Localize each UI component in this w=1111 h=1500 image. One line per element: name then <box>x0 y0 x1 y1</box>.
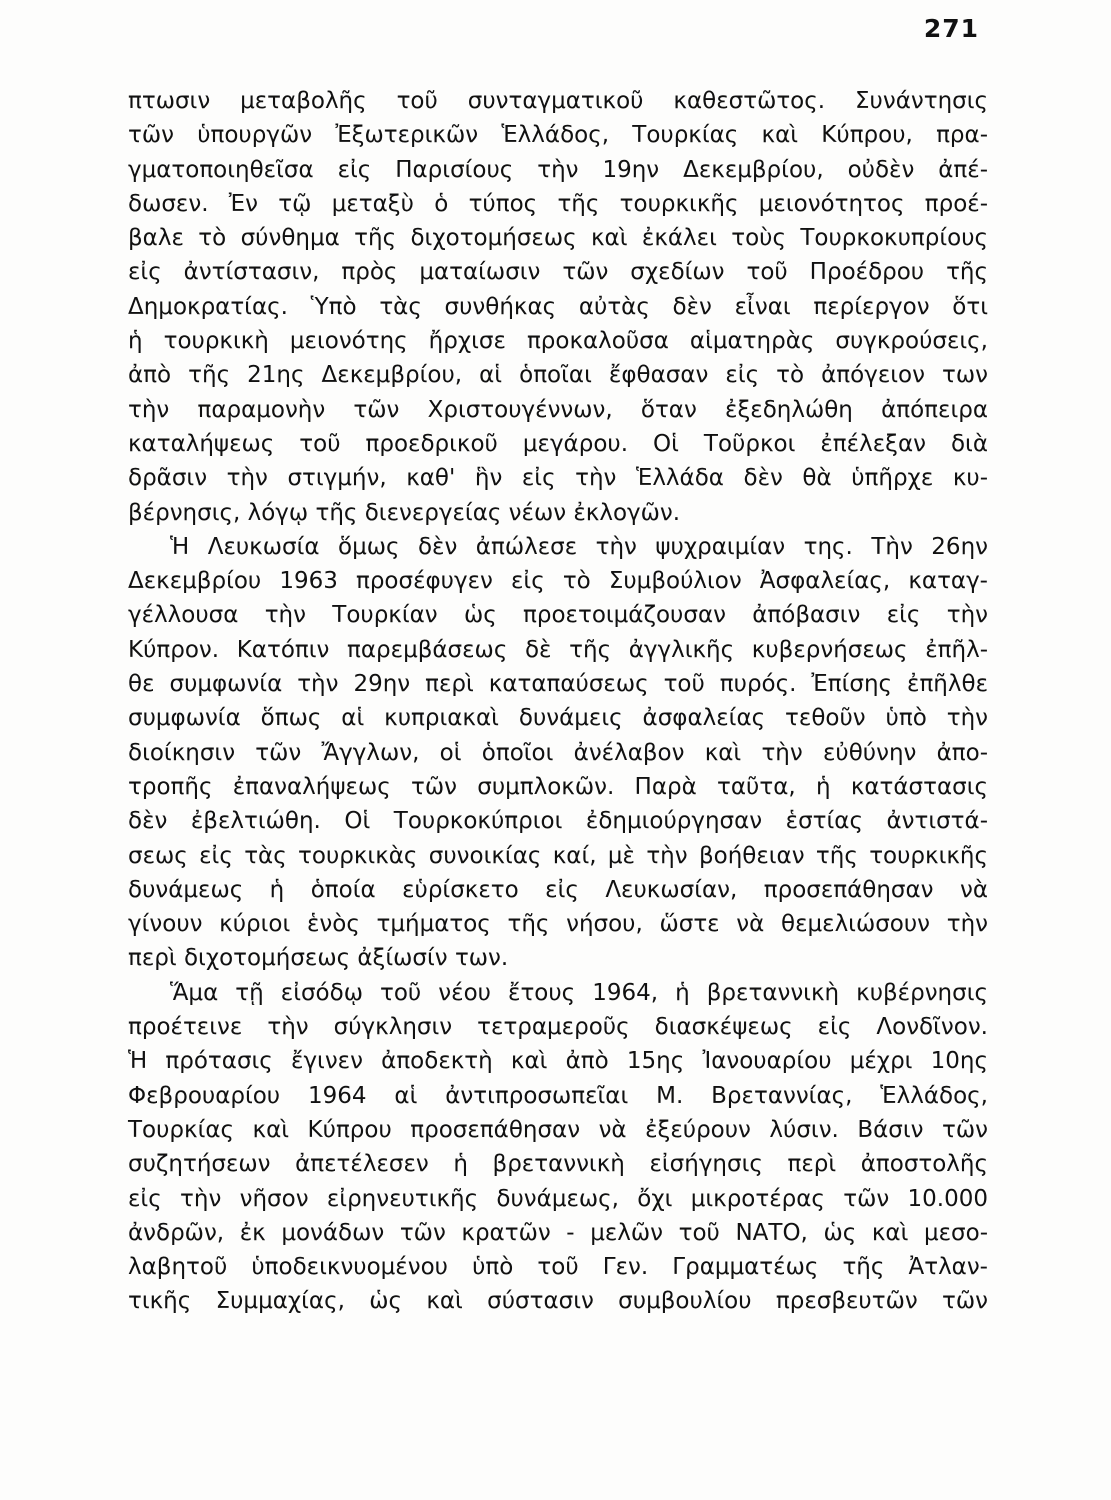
text-line: βαλε τὸ σύνθημα τῆς διχοτομήσεως καὶ ἐκάλει τοὺς Τουρκοκυπρίους <box>128 225 988 252</box>
text-line: Ἡ Λευκωσία ὅμως δὲν ἀπώλεσε τὴν ψυχραιμίαν της. Τὴν 26ην <box>170 533 988 560</box>
page-number: 271 <box>923 14 979 43</box>
body-text <box>128 84 988 1319</box>
text-line: Κύπρον. Κατόπιν παρεμβάσεως δὲ τῆς ἀγγλικῆς κυβερνήσεως ἐπῆλ- <box>128 636 988 663</box>
text-line: βέρνησις, λόγῳ τῆς διενεργείας νέων ἐκλογῶν. <box>128 499 681 526</box>
text-line: Δημοκρατίας. Ὑπὸ τὰς συνθήκας αὐτὰς δὲν εἶναι περίεργον ὅτι <box>128 293 988 320</box>
text-line: Τουρκίας καὶ Κύπρου προσεπάθησαν νὰ ἐξεύρουν λύσιν. Βάσιν τῶν <box>128 1116 988 1143</box>
text-line: δὲν ἐβελτιώθη. Οἱ Τουρκοκύπριοι ἐδημιούργησαν ἑστίας ἀντιστά- <box>128 808 988 835</box>
text-line: δωσεν. Ἐν τῷ μεταξὺ ὁ τύπος τῆς τουρκικῆς μειονότητος προέ- <box>128 190 988 217</box>
text-line: σεως εἰς τὰς τουρκικὰς συνοικίας καί, μὲ τὴν βοήθειαν τῆς τουρκικῆς <box>128 842 988 869</box>
text-line: δυνάμεως ἡ ὁποία εὑρίσκετο εἰς Λευκωσίαν, προσεπάθησαν νὰ <box>128 876 988 903</box>
text-line: τικῆς Συμμαχίας, ὡς καὶ σύστασιν συμβουλίου πρεσβευτῶν τῶν <box>128 1288 988 1315</box>
text-line: Φεβρουαρίου 1964 αἱ ἀντιπροσωπεῖαι Μ. Βρεταννίας, Ἑλλάδος, <box>128 1082 988 1109</box>
text-line: διοίκησιν τῶν Ἄγγλων, οἱ ὁποῖοι ἀνέλαβον καὶ τὴν εὐθύνην ἀπο- <box>128 739 988 766</box>
text-line: εἰς ἀντίστασιν, πρὸς ματαίωσιν τῶν σχεδίων τοῦ Προέδρου τῆς <box>128 259 988 286</box>
text-line: ἀνδρῶν, ἐκ μονάδων τῶν κρατῶν - μελῶν τοῦ ΝΑΤΟ, ὡς καὶ μεσο- <box>128 1219 988 1246</box>
text-line: τὴν παραμονὴν τῶν Χριστουγέννων, ὅταν ἐξεδηλώθη ἀπόπειρα <box>128 396 988 423</box>
text-line: γίνουν κύριοι ἑνὸς τμήματος τῆς νήσου, ὥστε νὰ θεμελιώσουν τὴν <box>128 911 988 938</box>
text-line: Ἅμα τῇ εἰσόδῳ τοῦ νέου ἔτους 1964, ἡ βρεταννικὴ κυβέρνησις <box>170 979 988 1006</box>
text-line: λαβητοῦ ὑποδεικνυομένου ὑπὸ τοῦ Γεν. Γραμματέως τῆς Ἀτλαν- <box>128 1254 988 1281</box>
text-line: συζητήσεων ἀπετέλεσεν ἡ βρεταννικὴ εἰσήγησις περὶ ἀποστολῆς <box>128 1151 988 1178</box>
text-line: εἰς τὴν νῆσον εἰρηνευτικῆς δυνάμεως, ὄχι μικροτέρας τῶν 10.000 <box>128 1185 988 1212</box>
text-line: θε συμφωνία τὴν 29ην περὶ καταπαύσεως τοῦ πυρός. Ἐπίσης ἐπῆλθε <box>128 671 988 698</box>
text-line: συμφωνία ὅπως αἱ κυπριακαὶ δυνάμεις ἀσφαλείας τεθοῦν ὑπὸ τὴν <box>128 705 988 732</box>
text-line: δρᾶσιν τὴν στιγμήν, καθ' ἣν εἰς τὴν Ἑλλάδα δὲν θὰ ὑπῆρχε κυ- <box>128 465 988 492</box>
text-line: Ἡ πρότασις ἔγινεν ἀποδεκτὴ καὶ ἀπὸ 15ης Ἰανουαρίου μέχρι 10ης <box>128 1048 988 1075</box>
text-line: Δεκεμβρίου 1963 προσέφυγεν εἰς τὸ Συμβούλιον Ἀσφαλείας, καταγ- <box>128 568 988 595</box>
text-line: ἡ τουρκικὴ μειονότης ἤρχισε προκαλοῦσα αἱματηρὰς συγκρούσεις, <box>128 328 988 355</box>
text-line: γέλλουσα τὴν Τουρκίαν ὡς προετοιμάζουσαν ἀπόβασιν εἰς τὴν <box>128 602 988 629</box>
text-line: τῶν ὑπουργῶν Ἐξωτερικῶν Ἑλλάδος, Τουρκίας καὶ Κύπρου, πρα- <box>128 122 988 149</box>
text-line: ἀπὸ τῆς 21ης Δεκεμβρίου, αἱ ὁποῖαι ἔφθασαν εἰς τὸ ἀπόγειον των <box>128 362 988 389</box>
text-line: γματοποιηθεῖσα εἰς Παρισίους τὴν 19ην Δεκεμβρίου, οὐδὲν ἀπέ- <box>128 156 988 183</box>
text-line: τροπῆς ἐπαναλήψεως τῶν συμπλοκῶν. Παρὰ ταῦτα, ἡ κατάστασις <box>128 773 988 800</box>
text-line: καταλήψεως τοῦ προεδρικοῦ μεγάρου. Οἱ Τοῦρκοι ἐπέλεξαν διὰ <box>128 430 988 457</box>
text-line: περὶ διχοτομήσεως ἀξίωσίν των. <box>128 945 509 972</box>
text-line: προέτεινε τὴν σύγκλησιν τετραμεροῦς διασκέψεως εἰς Λονδῖνον. <box>128 1014 988 1041</box>
text-line: πτωσιν μεταβολῆς τοῦ συνταγματικοῦ καθεστῶτος. Συνάντησις <box>128 88 988 114</box>
